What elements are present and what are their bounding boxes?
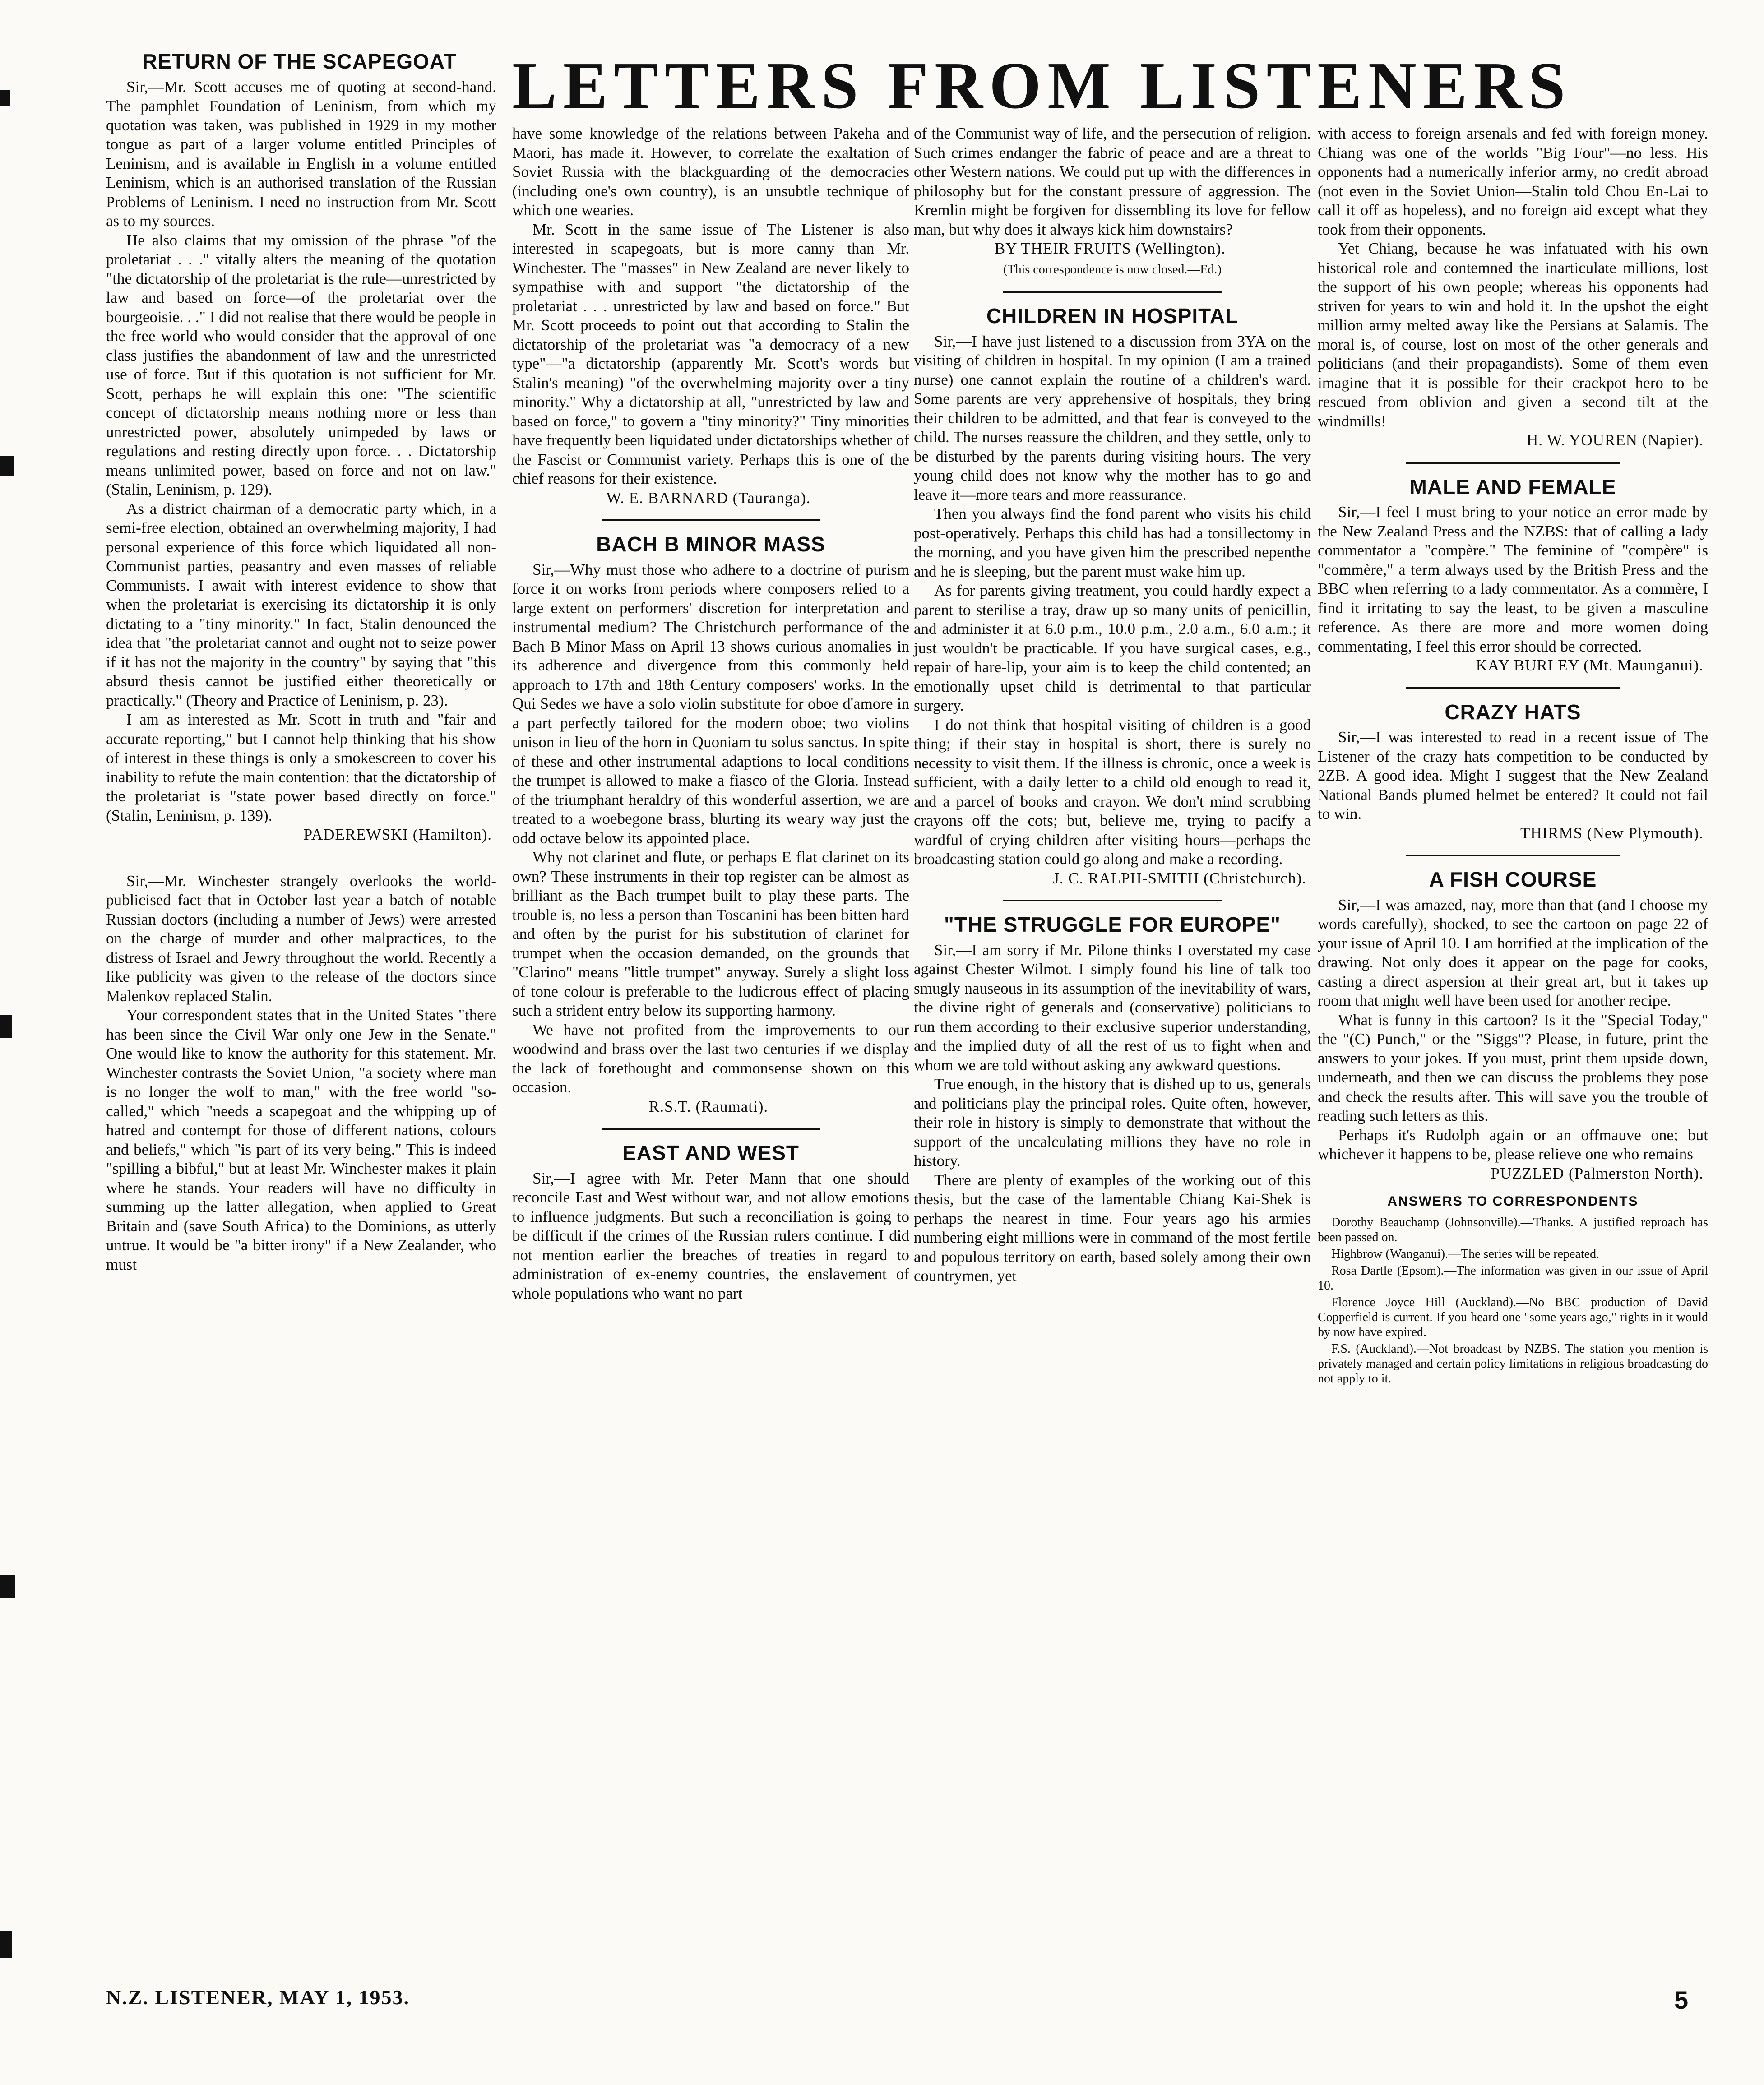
column-1: [106, 52, 496, 1274]
answers-list: [1318, 1215, 1708, 1386]
column-4: [1318, 124, 1708, 1388]
signature: THIRMS (New Plymouth).: [1520, 824, 1704, 842]
answer-item: Highbrow (Wanganui).—The series will be repeated.: [1331, 1247, 1600, 1261]
paragraph: Your correspondent states that in the United States "there has been since the Civil War only one Jew in the Senate." One would like to know the authority for this statement. Mr. Winchester contrasts the Soviet Union, "a society where man is no longer the wolf to man," with the free world "so-called," which "needs a scapegoat and the whipping up of hatred and contempt for those of different nations, colours and beliefs," which "is part of its very being." This is indeed "spilling a bibful," but at least Mr. Winchester makes it plain where he stands. Your readers will have no difficulty in summing up the latter allegation, when applied to Great Britain and (save South Africa) to the Dominions, as utterly untrue. It would be "a bitter irony" if a New Zealander, who must: [106, 1006, 496, 1273]
paragraph: True enough, in the history that is dished up to us, generals and politicians play the principal roles. Quite often, however, their role in history is simply to demonstrate that without the support of the uncalculating millions they have no role in history.: [914, 1075, 1311, 1170]
scan-edge-mark: [0, 1931, 12, 1958]
section-rule: [602, 1128, 820, 1130]
section-rule: [1003, 291, 1222, 293]
section-rule: [1406, 687, 1620, 689]
heading-children-in-hospital: CHILDREN IN HOSPITAL: [986, 304, 1239, 328]
section-rule: [1003, 900, 1222, 901]
footer-page-number: 5: [1674, 1986, 1689, 2014]
masthead: LETTERS FROM LISTENERS: [512, 49, 1572, 123]
scan-edge-mark: [0, 1575, 15, 1598]
scan-edge-mark: [0, 90, 10, 106]
heading-a-fish-course: A FISH COURSE: [1429, 868, 1597, 891]
signature: PUZZLED (Palmerston North).: [1491, 1164, 1704, 1182]
paragraph: I am as interested as Mr. Scott in truth and "fair and accurate reporting," but I cannot help thinking that his show of interest in these things is only a smokescreen to cover his inability to refute the main contention: that the dictatorship of the proletariat is "state power based directly on force." (Stalin, Leninism, p. 139).: [106, 711, 496, 824]
heading-crazy-hats: CRAZY HATS: [1445, 700, 1581, 724]
paragraph: with access to foreign arsenals and fed with foreign money. Chiang was one of the worlds "Big Four"—no less. His opponents had a numerically inferior army, no credit abroad (not even in the Soviet Union—Stalin told Chou En-Lai to call it off as hopeless), and no foreign aid except what they took from their opponents.: [1318, 125, 1708, 238]
paragraph: Sir,—I agree with Mr. Peter Mann that one should reconcile East and West without war, and not allow emotions to influence judgments. But such a reconciliation is going to be difficult if the crimes of the Russian rulers continue. I did not mention earlier the breaches of treaties in regard to administration of ex-enemy countries, the enslavement of whole populations who want no part: [512, 1169, 909, 1302]
paragraph: As for parents giving treatment, you could hardly expect a parent to sterilise a tray, draw up so many units of penicillin, and administer it at 6.0 p.m., 10.0 p.m., 2.0 a.m., 6.0 a.m.; it just wouldn't be practicable. If you have surgical cases, e.g., repair of hare-lip, your aim is to keep the child contented; an emotionally upset child is detrimental to that particular surgery.: [914, 582, 1311, 714]
answer-item: Dorothy Beauchamp (Johnsonville).—Thanks. A justified reproach has been passed on.: [1318, 1215, 1708, 1244]
section-rule: [602, 519, 820, 521]
paragraph: Yet Chiang, because he was infatuated with his own historical role and contemned the inarticulate millions, lost the support of his own people; whereas his opponents had striven for years to win and hold it. In the upshot the eight million army melted away like the Persians at Salamis. The moral is, of course, lost on most of the other generals and politicians (and their propagandists). Some of them even imagine that it is possible for their crackpot hero to be rescued from oblivion and given a second tilt at the windmills!: [1318, 240, 1708, 430]
heading-bach-b-minor-mass: BACH B MINOR MASS: [596, 532, 825, 556]
column-2: [512, 124, 909, 1303]
section-rule: [1406, 855, 1620, 856]
paragraph: Sir,—Mr. Scott accuses me of quoting at second-hand. The pamphlet Foundation of Leninism, from which my quotation was taken, was published in 1929 in my mother tongue as part of a larger volume entitled Principles of Leninism, and is available in English in a volume entitled Leninism, which is an authorised translation of the Russian Problems of Leninism. I need no instruction from Mr. Scott as to my sources.: [106, 78, 496, 230]
column-3: [914, 124, 1311, 1286]
paragraph: We have not profited from the improvements to our woodwind and brass over the last two centuries if we display the lack of forethought and commonsense shown on this occasion.: [512, 1021, 909, 1096]
paragraph: Perhaps it's Rudolph again or an offmauve one; but whichever it happens to be, please relieve one who remains: [1318, 1126, 1708, 1163]
paragraph: Sir,—Mr. Winchester strangely overlooks the world-publicised fact that in October last year a batch of notable Russian doctors (including a number of Jews) were arrested on the charge of murder and other malpractices, to the distress of Israel and Jewry throughout the world. Recently a like publicity was given to the release of the doctors since Malenkov replaced Stalin.: [106, 872, 496, 1005]
answer-item: F.S. (Auckland).—Not broadcast by NZBS. The station you mention is privately managed and certain policy limitations in religious broadcasting do not apply to it.: [1318, 1341, 1708, 1386]
answer-item: Florence Joyce Hill (Auckland).—No BBC production of David Copperfield is current. If you heard one "some years ago," rights in it would by now have expired.: [1318, 1295, 1708, 1339]
paragraph: He also claims that my omission of the phrase "of the proletariat . . ." vitally alters the meaning of the quotation "the dictatorship of the proletariat is the rule—unrestricted by law and based on force—of the proletariat over the bourgeoisie. . ." I did not realise that there would be people in the free world who would consider that the approval of one class justifies the abandonment of law and the unrestricted use of force. But if this quotation is not sufficient for Mr. Scott, perhaps he will explain this one: "The scientific concept of dictatorship means nothing more or less than unrestricted power, absolutely unimpeded by laws or regulations and resting directly upon force. . . Dictatorship means unlimited power, based on force and not on law." (Stalin, Leninism, p. 129).: [106, 231, 496, 498]
paragraph: Then you always find the fond parent who visits his child post-operatively. Perhaps this child has had a tonsillectomy in the morning, and you have given him the prescribed nepenthe and he is sleeping, but the parent must wake him up.: [914, 505, 1311, 580]
signature: H. W. YOUREN (Napier).: [1526, 431, 1704, 449]
heading-male-and-female: MALE AND FEMALE: [1409, 475, 1616, 499]
signature: R.S.T. (Raumati).: [648, 1097, 769, 1115]
scan-edge-mark: [0, 1015, 12, 1038]
signature: PADEREWSKI (Hamilton).: [303, 826, 492, 843]
editor-note: (This correspondence is now closed.—Ed.): [1003, 262, 1222, 277]
paragraph: Sir,—I am sorry if Mr. Pilone thinks I overstated my case against Chester Wilmot. I simply found his line of talk too smugly nauseous in its assumption of the inevitability of wars, the divine right of generals and (conservative) politicians to run them according to their exclusive superior understanding, and the implied duty of all the rest of us to fight when and whom we are told without asking any awkward questions.: [914, 941, 1311, 1074]
scan-edge-mark: [0, 456, 14, 476]
heading-east-and-west: EAST AND WEST: [622, 1141, 800, 1165]
paragraph: Sir,—I was amazed, nay, more than that (and I choose my words carefully), shocked, to see the cartoon on page 22 of your issue of April 10. I am horrified at the implication of the drawing. Not only does it appear on the page for cooks, casting a direct aspersion at their great art, but it takes up room that might well have been used for another recipe.: [1318, 896, 1708, 1009]
paragraph: As a district chairman of a democratic party which, in a semi-free election, obtained an overwhelming majority, I had personal experience of this force which liquidated all non-Communist parties, peasantry and even masses of reliable Communists. I await with interest evidence to show that when the proletariat is exercising its dictatorship it is only dictating to a "tiny minority." In fact, Stalin denounced the idea that "the proletariat cannot and ought not to seize power if it has not the majority in the country" by saying that "this absurd thesis cannot be justified either theoretically or practically." (Theory and Practice of Leninism, p. 23).: [106, 499, 496, 709]
section-rule: [1406, 462, 1620, 464]
paragraph: There are plenty of examples of the working out of this thesis, but the case of the lamentable Chiang Kai-Shek is perhaps the nearest in time. Four years ago his armies numbering eight millions were in command of the most fertile and populous territory on earth, based solely among their own countrymen, yet: [914, 1171, 1311, 1285]
signature: BY THEIR FRUITS (Wellington).: [994, 240, 1226, 257]
heading-return-of-the-scapegoat: RETURN OF THE SCAPEGOAT: [142, 50, 457, 73]
signature: J. C. RALPH-SMITH (Christchurch).: [1053, 869, 1306, 887]
footer-publication-date: N.Z. LISTENER, MAY 1, 1953.: [106, 1986, 410, 2009]
heading-the-struggle-for-europe: "THE STRUGGLE FOR EUROPE": [944, 913, 1281, 936]
paragraph: of the Communist way of life, and the persecution of religion. Such crimes endanger the fabric of peace and are a threat to other Western nations. We could put up with the differences in philosophy but for the constant pressure of aggression. The Kremlin might be forgiven for dissembling its love for fellow man, but why does it always kick him downstairs?: [914, 125, 1311, 238]
answer-item: Rosa Dartle (Epsom).—The information was given in our issue of April 10.: [1318, 1263, 1708, 1293]
paragraph: What is funny in this cartoon? Is it the "Special Today," the "(C) Punch," or the "Siggs"? Please, in future, print the answers to your jokes. If you must, print them upside down, underneath, and then we can discuss the problems they pose and check the results after. This will save you the trouble of reading such letters as this.: [1318, 1011, 1708, 1124]
paragraph: Why not clarinet and flute, or perhaps E flat clarinet on its own? These instruments in their top register can be almost as brilliant as the Bach trumpet built to play these parts. The trouble is, no less a person than Toscanini has been bitten hard and often by the purist for his substitution of clarinet for trumpet when the occasion demanded, on the grounds that "Clarino" means "little trumpet" anyway. Surely a slight loss of tone colour is preferable to the ludicrous effect of placing such a strident entry below its supporting harmony.: [512, 848, 909, 1019]
heading-answers-to-correspondents: ANSWERS TO CORRESPONDENTS: [1387, 1194, 1639, 1209]
paragraph: Mr. Scott in the same issue of The Listener is also interested in scapegoats, but is more canny than Mr. Winchester. The "masses" in New Zealand are never likely to sympathise with and support "the dictatorship of the proletariat . . . unrestricted by law and based on force." But Mr. Scott proceeds to point out that according to Stalin the dictatorship of the proletariat was "a democracy of a new type"—"a dictatorship (apparently Mr. Scott's words but Stalin's meaning) "of the overwhelming majority over a tiny minority." Why a dictatorship at all, "unrestricted by law and based on force," to govern a "tiny minority?" Tiny minorities have frequently been liquidated under dictatorships whether of the Fascist or Communist variety. Perhaps this is one of the chief reasons for their existence.: [512, 220, 909, 487]
paragraph: I do not think that hospital visiting of children is a good thing; if their stay in hospital is short, there is surely no necessity to visit them. If the illness is chronic, once a week is sufficient, with a daily letter to a child old enough to read it, and a parcel of books and crayon. We don't mind scrubbing crayons off the cots; but, believe me, trying to pacify a wardful of crying children after visiting hours—perhaps the broadcasting station could go along and make a recording.: [914, 716, 1311, 868]
paragraph: Sir,—I feel I must bring to your notice an error made by the New Zealand Press and the NZBS: that of calling a lady commentator a "compère." The feminine of "compère" is "commère," a term always used by the British Press and the BBC when referring to a lady commentator. As a commère, I find it irritating to say the least, to be given a masculine reference. As there are more and more women doing commentating, I feel this error should be corrected.: [1318, 503, 1708, 655]
signature: W. E. BARNARD (Tauranga).: [606, 489, 811, 507]
paragraph: have some knowledge of the relations between Pakeha and Maori, has made it. However, to correlate the exaltation of Soviet Russia with the blackguarding of the democracies (including one's own country), is an unsubtle technique of which one wearies.: [512, 125, 909, 219]
signature: KAY BURLEY (Mt. Maunganui).: [1476, 656, 1704, 674]
paragraph: Sir,—Why must those who adhere to a doctrine of purism force it on works from periods where composers relied to a large extent on performers' discretion for interpretation and instrumental medium? The Christchurch performance of the Bach B Minor Mass on April 13 shows curious anomalies in its adherence and divergence from this commonly held approach to 17th and 18th Century composers' works. In the Qui Sedes we have a solo violin substitute for oboe d'amore in a part perfectly tailored for the modern oboe; two violins unison in lieu of the horn in Quoniam tu solus sanctus. In spite of these and other instrumental adaptions to local conditions the trumpet is allowed to make a fiasco of the Gloria. Instead of the triumphant heraldry of this wonderful assertion, we are treated to a woebegone brass, blurting its weary way just the odd octave below its appointed place.: [512, 560, 909, 847]
paragraph: Sir,—I have just listened to a discussion from 3YA on the visiting of children in hospital. In my opinion (I am a trained nurse) one cannot explain the routine of a children's ward. Some parents are very apprehensive of hospitals, they bring their children to be admitted, and that fear is conveyed to the child. The nurses reassure the children, and they settle, only to be disturbed by the parents during visiting hours. The very young child does not know why the mother has to go and leave it—more tears and more reassurance.: [914, 332, 1311, 504]
paragraph: Sir,—I was interested to read in a recent issue of The Listener of the crazy hats competition to be conducted by 2ZB. A good idea. Might I suggest that the New Zealand National Bands plumed helmet be entered? It could not fail to win.: [1318, 728, 1708, 823]
